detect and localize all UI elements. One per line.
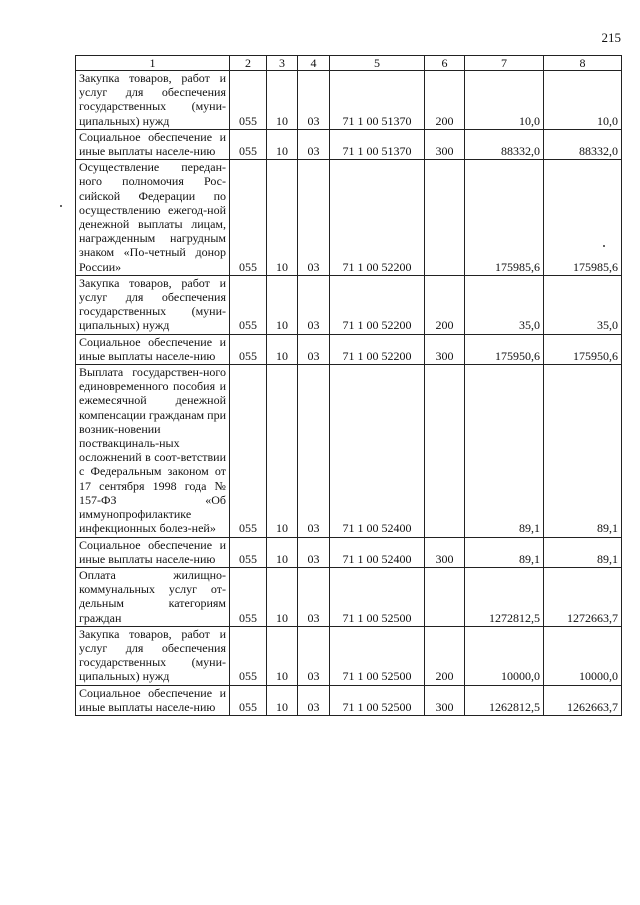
expense-type-code [425, 567, 465, 626]
section-code: 10 [267, 537, 298, 567]
row-name: Закупка товаров, работ и услуг для обеспечения государственных (муни-ципальных) нужд [76, 626, 230, 685]
subsection-code: 03 [298, 537, 330, 567]
amount-col-7: 175950,6 [465, 334, 544, 364]
column-number-6: 6 [425, 56, 465, 71]
section-code: 10 [267, 626, 298, 685]
expense-type-code: 300 [425, 334, 465, 364]
section-code: 10 [267, 71, 298, 130]
amount-col-7: 10,0 [465, 71, 544, 130]
ministry-code: 055 [230, 626, 267, 685]
subsection-code: 03 [298, 160, 330, 276]
expense-type-code: 300 [425, 685, 465, 715]
row-name: Социальное обеспечение и иные выплаты населе-нию [76, 685, 230, 715]
amount-col-7: 89,1 [465, 537, 544, 567]
amount-col-8: 1262663,7 [544, 685, 622, 715]
column-number-4: 4 [298, 56, 330, 71]
table-row [76, 334, 622, 364]
ministry-code: 055 [230, 567, 267, 626]
subsection-code: 03 [298, 129, 330, 159]
expense-type-code: 200 [425, 71, 465, 130]
table-row [76, 626, 622, 685]
target-article-code: 71 1 00 51370 [330, 71, 425, 130]
ministry-code: 055 [230, 275, 267, 334]
row-name: Закупка товаров, работ и услуг для обеспечения государственных (муни-ципальных) нужд [76, 275, 230, 334]
table-row [76, 160, 622, 276]
amount-col-7: 1262812,5 [465, 685, 544, 715]
section-code: 10 [267, 160, 298, 276]
column-number-1: 1 [76, 56, 230, 71]
section-code: 10 [267, 567, 298, 626]
expense-type-code [425, 365, 465, 537]
target-article-code: 71 1 00 52500 [330, 626, 425, 685]
row-name: Оплата жилищно-коммунальных услуг от-дельным категориям граждан [76, 567, 230, 626]
subsection-code: 03 [298, 334, 330, 364]
section-code: 10 [267, 334, 298, 364]
target-article-code: 71 1 00 52200 [330, 334, 425, 364]
expense-type-code: 300 [425, 129, 465, 159]
amount-col-7: 1272812,5 [465, 567, 544, 626]
subsection-code: 03 [298, 275, 330, 334]
expense-type-code [425, 160, 465, 276]
amount-col-8: 10000,0 [544, 626, 622, 685]
subsection-code: 03 [298, 71, 330, 130]
table-body [76, 71, 622, 716]
target-article-code: 71 1 00 52400 [330, 537, 425, 567]
amount-col-8: 88332,0 [544, 129, 622, 159]
expense-type-code: 300 [425, 537, 465, 567]
ministry-code: 055 [230, 537, 267, 567]
ministry-code: 055 [230, 685, 267, 715]
amount-col-8: 89,1 [544, 365, 622, 537]
column-number-8: 8 [544, 56, 622, 71]
target-article-code: 71 1 00 52400 [330, 365, 425, 537]
scan-speck [60, 205, 62, 207]
ministry-code: 055 [230, 334, 267, 364]
row-name: Социальное обеспечение и иные выплаты населе-нию [76, 537, 230, 567]
expense-type-code: 200 [425, 626, 465, 685]
amount-col-7: 175985,6 [465, 160, 544, 276]
amount-col-8: 10,0 [544, 71, 622, 130]
page-number: 215 [601, 30, 621, 45]
ministry-code: 055 [230, 71, 267, 130]
target-article-code: 71 1 00 51370 [330, 129, 425, 159]
row-name: Социальное обеспечение и иные выплаты населе-нию [76, 334, 230, 364]
table-row [76, 71, 622, 130]
column-number-3: 3 [267, 56, 298, 71]
row-name: Закупка товаров, работ и услуг для обеспечения государственных (муни-ципальных) нужд [76, 71, 230, 130]
target-article-code: 71 1 00 52200 [330, 275, 425, 334]
target-article-code: 71 1 00 52200 [330, 160, 425, 276]
amount-col-7: 10000,0 [465, 626, 544, 685]
amount-col-7: 35,0 [465, 275, 544, 334]
amount-col-7: 89,1 [465, 365, 544, 537]
column-number-7: 7 [465, 56, 544, 71]
subsection-code: 03 [298, 626, 330, 685]
section-code: 10 [267, 365, 298, 537]
amount-col-8: 1272663,7 [544, 567, 622, 626]
target-article-code: 71 1 00 52500 [330, 685, 425, 715]
table-row [76, 567, 622, 626]
row-name: Осуществление передан-ного полномочия Рос-сийской Федерации по осуществлению ежегод-ной денежной выплаты лицам, награжденным нагрудным знаком «По-четный донор России» [76, 160, 230, 276]
column-number-5: 5 [330, 56, 425, 71]
amount-col-8: 89,1 [544, 537, 622, 567]
table-row [76, 537, 622, 567]
section-code: 10 [267, 129, 298, 159]
amount-col-8: 35,0 [544, 275, 622, 334]
target-article-code: 71 1 00 52500 [330, 567, 425, 626]
table-row [76, 275, 622, 334]
table-row [76, 129, 622, 159]
section-code: 10 [267, 275, 298, 334]
subsection-code: 03 [298, 567, 330, 626]
column-number-row [76, 56, 622, 71]
column-number-2: 2 [230, 56, 267, 71]
subsection-code: 03 [298, 365, 330, 537]
row-name: Социальное обеспечение и иные выплаты населе-нию [76, 129, 230, 159]
budget-table [75, 55, 622, 716]
ministry-code: 055 [230, 160, 267, 276]
amount-col-8: 175985,6 [544, 160, 622, 276]
subsection-code: 03 [298, 685, 330, 715]
ministry-code: 055 [230, 129, 267, 159]
ministry-code: 055 [230, 365, 267, 537]
amount-col-7: 88332,0 [465, 129, 544, 159]
table-row [76, 685, 622, 715]
table-row [76, 365, 622, 537]
section-code: 10 [267, 685, 298, 715]
row-name: Выплата государствен-ного единовременного пособия и ежемесячной денежной компенсации гражданам при возник-новении поствакциналь-ных осложнений в соот-ветствии с Федеральным законом от 17 сентября 1998 года № 157-ФЗ «Об иммунопрофилактике инфекционных болез-ней» [76, 365, 230, 537]
expense-type-code: 200 [425, 275, 465, 334]
amount-col-8: 175950,6 [544, 334, 622, 364]
